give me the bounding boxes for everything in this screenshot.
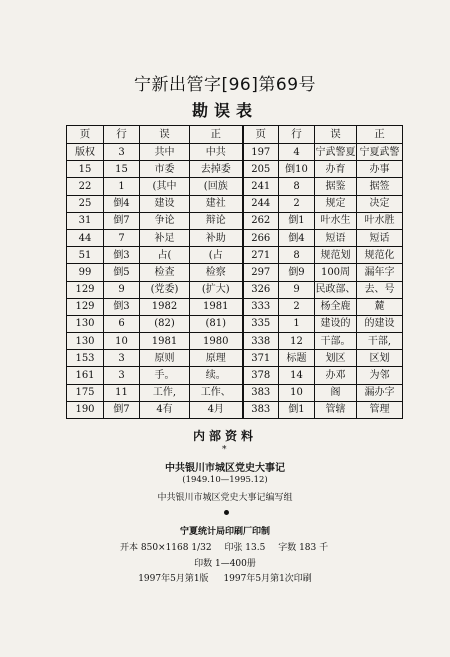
table-cell: 326 [243, 281, 279, 298]
table-row [67, 333, 403, 350]
table-cell: 宁武警夏 [315, 144, 357, 161]
table-cell: 杨全鹿 [315, 298, 357, 315]
table-cell: (81) [190, 315, 243, 332]
table-cell: 10 [104, 333, 140, 350]
table-cell: 续。 [190, 367, 243, 384]
table-cell: 338 [243, 333, 279, 350]
table-cell: 2 [279, 195, 315, 212]
table-cell: 短语 [315, 229, 357, 246]
table-row [67, 350, 403, 367]
table-cell: 干部, [357, 333, 403, 350]
table-cell: 262 [243, 212, 279, 229]
table-cell: 宁夏武警 [357, 144, 403, 161]
printer: 宁夏统计局印刷厂印制 [179, 527, 270, 537]
table-cell: 叶水生 [315, 212, 357, 229]
table-row [67, 384, 403, 401]
table-cell: 44 [67, 229, 104, 246]
column-header: 正 [190, 126, 243, 144]
table-cell: 12 [279, 333, 315, 350]
table-cell: (扩大) [190, 281, 243, 298]
table-cell: 15 [104, 161, 140, 178]
table-cell: 工作、 [190, 384, 243, 401]
table-cell: 22 [67, 178, 104, 195]
table-row [67, 247, 403, 264]
table-cell: 去掉委 [190, 161, 243, 178]
table-cell: 205 [243, 161, 279, 178]
table-cell: 补足 [140, 229, 190, 246]
table-cell: 175 [67, 384, 104, 401]
column-header: 页 [67, 126, 104, 144]
page-title: 勘误表 [191, 101, 258, 120]
table-row [67, 315, 403, 332]
table-cell: 378 [243, 367, 279, 384]
table-cell: 1981 [140, 333, 190, 350]
table-cell: 管理 [357, 401, 403, 418]
table-cell: 原理 [190, 350, 243, 367]
table-cell: 漏年字 [357, 264, 403, 281]
table-cell: 倒1 [279, 401, 315, 418]
table-cell: 161 [67, 367, 104, 384]
table-cell: 1982 [140, 298, 190, 315]
table-cell: 的建设 [357, 315, 403, 332]
table-cell: 9 [279, 281, 315, 298]
table-cell: 建社 [190, 195, 243, 212]
table-cell: 漏办字 [357, 384, 403, 401]
table-cell: 中共 [190, 144, 243, 161]
table-cell: 工作, [140, 384, 190, 401]
table-cell: 短话 [357, 229, 403, 246]
table-cell: (其中 [140, 178, 190, 195]
table-cell: 130 [67, 315, 104, 332]
table-cell: 办邓 [315, 367, 357, 384]
table-cell: 争论 [140, 212, 190, 229]
table-cell: 倒4 [279, 229, 315, 246]
table-cell: 129 [67, 281, 104, 298]
star-mark: * [222, 445, 227, 455]
table-cell: 153 [67, 350, 104, 367]
print-specs [120, 540, 338, 553]
table-cell: 1980 [190, 333, 243, 350]
table-cell: 原则 [140, 350, 190, 367]
errata-header [67, 126, 403, 144]
table-cell: 倒10 [279, 161, 315, 178]
separator-dot [224, 510, 229, 515]
table-cell: 297 [243, 264, 279, 281]
table-cell: 检察 [190, 264, 243, 281]
table-cell: 规定 [315, 195, 357, 212]
table-cell: 383 [243, 401, 279, 418]
table-cell: 8 [279, 247, 315, 264]
table-cell: 10 [279, 384, 315, 401]
table-cell: 1981 [190, 298, 243, 315]
table-row [67, 212, 403, 229]
table-cell: 51 [67, 247, 104, 264]
table-cell: 190 [67, 401, 104, 418]
table-row [67, 144, 403, 161]
table-row [67, 264, 403, 281]
table-cell: 4 [279, 144, 315, 161]
table-cell: 333 [243, 298, 279, 315]
table-cell: 共中 [140, 144, 190, 161]
table-row [67, 281, 403, 298]
table-cell: 129 [67, 298, 104, 315]
print-count: 印数 1—400册 [194, 559, 256, 569]
table-cell: (占 [190, 247, 243, 264]
table-cell: 倒4 [104, 195, 140, 212]
table-cell: 3 [104, 144, 140, 161]
table-cell: (回族 [190, 178, 243, 195]
table-cell: 管辖 [315, 401, 357, 418]
table-cell: 3 [104, 367, 140, 384]
format-spec: 开本 850×1168 1/32 [120, 543, 212, 553]
table-cell: 干部。 [315, 333, 357, 350]
edition-info [0, 571, 450, 584]
internal-material-label: 内部资料 [192, 429, 257, 443]
column-header: 正 [357, 126, 403, 144]
table-cell: 383 [243, 384, 279, 401]
table-cell: 4月 [190, 401, 243, 418]
table-cell: 14 [279, 367, 315, 384]
errata-body [67, 144, 403, 419]
table-cell: 麓 [357, 298, 403, 315]
table-cell: (党委) [140, 281, 190, 298]
table-cell: 15 [67, 161, 104, 178]
table-cell: 244 [243, 195, 279, 212]
sheets-spec: 印张 13.5 [224, 543, 266, 553]
table-cell: 6 [104, 315, 140, 332]
book-title: 中共银川市城区党史大事记 [165, 463, 285, 474]
table-cell: 阁 [315, 384, 357, 401]
table-cell: 271 [243, 247, 279, 264]
table-cell: 7 [104, 229, 140, 246]
errata-header-row [67, 126, 403, 144]
table-row [67, 178, 403, 195]
errata-table [66, 125, 403, 419]
table-cell: 1 [104, 178, 140, 195]
table-cell: 补助 [190, 229, 243, 246]
table-cell: 倒7 [104, 212, 140, 229]
table-cell: 办事 [357, 161, 403, 178]
table-cell: 倒7 [104, 401, 140, 418]
table-cell: 266 [243, 229, 279, 246]
table-cell: 规范化 [357, 247, 403, 264]
table-cell: 130 [67, 333, 104, 350]
table-cell: 2 [279, 298, 315, 315]
table-cell: 31 [67, 212, 104, 229]
column-header: 误 [315, 126, 357, 144]
table-cell: 检查 [140, 264, 190, 281]
table-cell: 据签 [357, 178, 403, 195]
table-cell: (82) [140, 315, 190, 332]
table-cell: 3 [104, 350, 140, 367]
table-cell: 11 [104, 384, 140, 401]
table-cell: 371 [243, 350, 279, 367]
table-cell: 倒5 [104, 264, 140, 281]
table-cell: 建设的 [315, 315, 357, 332]
compiler: 中共银川市城区党史大事记编写组 [157, 493, 293, 503]
table-cell: 市委 [140, 161, 190, 178]
words-spec: 字数 183 千 [278, 543, 329, 553]
table-cell: 手。 [140, 367, 190, 384]
table-cell: 建设 [140, 195, 190, 212]
table-cell: 倒3 [104, 298, 140, 315]
table-cell: 据鉴 [315, 178, 357, 195]
column-header: 行 [104, 126, 140, 144]
table-row [67, 401, 403, 418]
table-cell: 为邻 [357, 367, 403, 384]
table-cell: 8 [279, 178, 315, 195]
table-cell: 占( [140, 247, 190, 264]
table-cell: 倒3 [104, 247, 140, 264]
table-cell: 9 [104, 281, 140, 298]
table-row [67, 298, 403, 315]
table-cell: 99 [67, 264, 104, 281]
column-header: 行 [279, 126, 315, 144]
table-cell: 划区 [315, 350, 357, 367]
printing: 1997年5月第1次印刷 [223, 574, 312, 584]
table-cell: 25 [67, 195, 104, 212]
book-period: (1949.10—1995.12) [182, 475, 268, 485]
table-cell: 区划 [357, 350, 403, 367]
table-cell: 倒9 [279, 264, 315, 281]
table-cell: 1 [279, 315, 315, 332]
table-cell: 规范划 [315, 247, 357, 264]
table-cell: 决定 [357, 195, 403, 212]
table-cell: 197 [243, 144, 279, 161]
table-row [67, 161, 403, 178]
column-header: 误 [140, 126, 190, 144]
table-cell: 241 [243, 178, 279, 195]
table-cell: 去、号 [357, 281, 403, 298]
publication-permit: 宁新出管字[96]第69号 [133, 75, 317, 95]
table-cell: 办育 [315, 161, 357, 178]
table-cell: 4有 [140, 401, 190, 418]
table-row [67, 195, 403, 212]
table-cell: 民政部、 [315, 281, 357, 298]
table-cell: 100周 [315, 264, 357, 281]
edition: 1997年5月第1版 [138, 574, 209, 584]
table-cell: 叶水胜 [357, 212, 403, 229]
table-cell: 335 [243, 315, 279, 332]
table-cell: 倒1 [279, 212, 315, 229]
table-row [67, 367, 403, 384]
column-header: 页 [243, 126, 279, 144]
table-cell: 版权 [67, 144, 104, 161]
table-cell: 标题 [279, 350, 315, 367]
table-row [67, 229, 403, 246]
table-cell: 辩论 [190, 212, 243, 229]
